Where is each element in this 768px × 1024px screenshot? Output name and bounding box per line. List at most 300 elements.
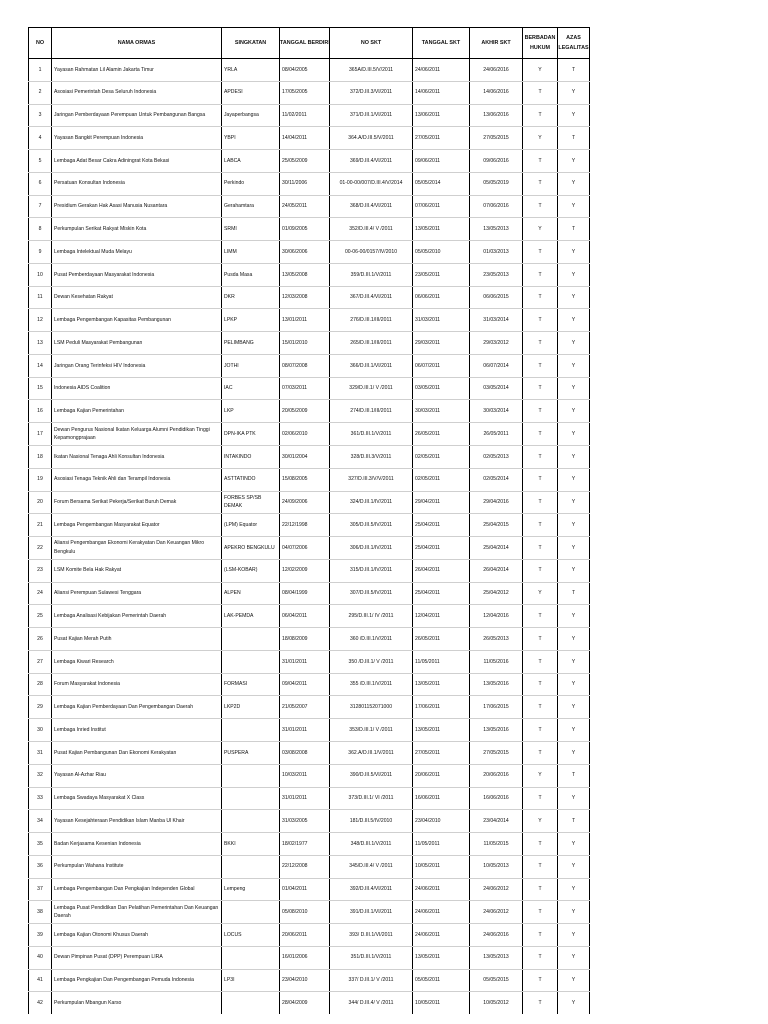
cell-tanggal-berdiri: 08/07/2008: [280, 354, 330, 377]
cell-no-skt: 367/D.III.4/VI/2011: [330, 286, 413, 309]
cell-azas-legalitas: Y: [558, 400, 590, 423]
cell-azas-legalitas: Y: [558, 263, 590, 286]
cell-tanggal-berdiri: 15/01/2010: [280, 332, 330, 355]
cell-tanggal-berdiri: 31/01/2011: [280, 787, 330, 810]
cell-akhir-skt: 01/03/2013: [470, 241, 523, 264]
cell-nama-ormas: Persatuan Konsultan Indonesia: [52, 172, 222, 195]
cell-tanggal-skt: 26/05/2011: [413, 628, 470, 651]
cell-tanggal-berdiri: 10/03/2011: [280, 764, 330, 787]
cell-nama-ormas: LSM Komite Bela Hak Rakyat: [52, 559, 222, 582]
cell-nama-ormas: Lembaga Inried Institut: [52, 719, 222, 742]
cell-no: 18: [29, 446, 52, 469]
header-singkatan: [222, 28, 280, 59]
cell-tanggal-skt: 25/04/2011: [413, 582, 470, 605]
cell-no-skt: 274/D.III.1/III/2011: [330, 400, 413, 423]
cell-no-skt: 392/D.III.4/VI/2011: [330, 878, 413, 901]
cell-nama-ormas: Lembaga Pengembangan Masyarakat Equator: [52, 514, 222, 537]
header-berbadan-hukum: [523, 28, 558, 59]
header-tanggal-skt: [413, 28, 470, 59]
table-row: [29, 81, 590, 104]
cell-akhir-skt: 12/04/2016: [470, 605, 523, 628]
cell-tanggal-skt: 16/06/2011: [413, 787, 470, 810]
cell-no-skt: 265/D.III.1/III/2011: [330, 332, 413, 355]
cell-tanggal-skt: 26/05/2011: [413, 423, 470, 446]
cell-nama-ormas: Lembaga Kajian Pemberdayaan Dan Pengembangan Daerah: [52, 696, 222, 719]
cell-no: 13: [29, 332, 52, 355]
cell-berbadan-hukum: T: [523, 81, 558, 104]
cell-singkatan: LPKP: [222, 309, 280, 332]
cell-azas-legalitas: T: [558, 218, 590, 241]
cell-tanggal-berdiri: 15/08/2005: [280, 468, 330, 491]
cell-no: 22: [29, 537, 52, 560]
cell-no-skt: 307/D.III.5/IV/2011: [330, 582, 413, 605]
cell-azas-legalitas: Y: [558, 878, 590, 901]
cell-akhir-skt: 13/05/2016: [470, 673, 523, 696]
cell-tanggal-skt: 11/05/2011: [413, 833, 470, 856]
cell-azas-legalitas: Y: [558, 172, 590, 195]
ormas-table: [28, 27, 590, 1014]
cell-berbadan-hukum: T: [523, 741, 558, 764]
cell-berbadan-hukum: T: [523, 787, 558, 810]
cell-no-skt: 359/D.III.1/V/2011: [330, 263, 413, 286]
cell-akhir-skt: 31/03/2014: [470, 309, 523, 332]
cell-tanggal-skt: 11/05/2011: [413, 650, 470, 673]
cell-tanggal-skt: 06/07/2011: [413, 354, 470, 377]
cell-berbadan-hukum: Y: [523, 764, 558, 787]
cell-singkatan: ALPEN: [222, 582, 280, 605]
cell-no: 21: [29, 514, 52, 537]
cell-akhir-skt: 16/06/2016: [470, 787, 523, 810]
header-tanggal-skt-label: TANGGAL SKT: [421, 40, 461, 46]
cell-no-skt: 327/D.III.3/V/V/2011: [330, 468, 413, 491]
cell-singkatan: INTAKINDO: [222, 446, 280, 469]
cell-singkatan: Perkindo: [222, 172, 280, 195]
cell-no-skt: 351/D.III.1/V/2011: [330, 946, 413, 969]
cell-tanggal-skt: 27/05/2011: [413, 741, 470, 764]
cell-no-skt: 295/D.III.1/ IV /2011: [330, 605, 413, 628]
cell-singkatan: APDESI: [222, 81, 280, 104]
cell-no: 36: [29, 855, 52, 878]
ormas-spreadsheet: [28, 27, 589, 1014]
table-row: [29, 514, 590, 537]
cell-nama-ormas: Pusat Kajian Pembangunan Dan Ekonomi Kerakyatan: [52, 741, 222, 764]
cell-berbadan-hukum: T: [523, 514, 558, 537]
cell-akhir-skt: 26/05/2013: [470, 628, 523, 651]
cell-no: 27: [29, 650, 52, 673]
cell-no: 29: [29, 696, 52, 719]
cell-akhir-skt: 02/05/2013: [470, 446, 523, 469]
cell-tanggal-skt: 07/06/2011: [413, 195, 470, 218]
table-row: [29, 992, 590, 1014]
cell-singkatan: [222, 901, 280, 924]
cell-berbadan-hukum: T: [523, 263, 558, 286]
cell-azas-legalitas: Y: [558, 741, 590, 764]
table-row: [29, 628, 590, 651]
cell-azas-legalitas: Y: [558, 719, 590, 742]
cell-no: 17: [29, 423, 52, 446]
table-row: [29, 195, 590, 218]
cell-azas-legalitas: Y: [558, 696, 590, 719]
cell-tanggal-berdiri: 24/05/2011: [280, 195, 330, 218]
header-azas-legalitas-label: AZAS: [566, 35, 581, 41]
cell-berbadan-hukum: T: [523, 195, 558, 218]
table-row: [29, 491, 590, 514]
cell-azas-legalitas: Y: [558, 423, 590, 446]
cell-no-skt: 350 /D.III.1/ V /2011: [330, 650, 413, 673]
table-body: [29, 59, 590, 1015]
table-row: [29, 446, 590, 469]
cell-azas-legalitas: Y: [558, 992, 590, 1014]
cell-no: 34: [29, 810, 52, 833]
cell-no: 6: [29, 172, 52, 195]
table-row: [29, 719, 590, 742]
cell-azas-legalitas: T: [558, 59, 590, 82]
cell-nama-ormas: Aliansi Pengembangan Ekonomi Kerakyatan Dan Keuangan Mikro Bengkulu: [52, 537, 222, 560]
cell-azas-legalitas: Y: [558, 605, 590, 628]
cell-no: 31: [29, 741, 52, 764]
cell-azas-legalitas: Y: [558, 901, 590, 924]
cell-azas-legalitas: Y: [558, 241, 590, 264]
cell-berbadan-hukum: Y: [523, 127, 558, 150]
table-row: [29, 263, 590, 286]
cell-no-skt: 368/D.III.4/VI/2011: [330, 195, 413, 218]
cell-tanggal-skt: 25/04/2011: [413, 514, 470, 537]
cell-tanggal-skt: 14/06/2011: [413, 81, 470, 104]
table-row: [29, 377, 590, 400]
cell-azas-legalitas: Y: [558, 514, 590, 537]
cell-akhir-skt: 26/04/2014: [470, 559, 523, 582]
cell-azas-legalitas: Y: [558, 833, 590, 856]
cell-akhir-skt: 13/05/2013: [470, 218, 523, 241]
cell-azas-legalitas: Y: [558, 559, 590, 582]
cell-berbadan-hukum: T: [523, 286, 558, 309]
cell-tanggal-skt: 03/05/2011: [413, 377, 470, 400]
cell-no: 26: [29, 628, 52, 651]
cell-akhir-skt: 03/05/2014: [470, 377, 523, 400]
cell-nama-ormas: Badan Kerjasama Kesenian Indonesia: [52, 833, 222, 856]
cell-no: 38: [29, 901, 52, 924]
cell-tanggal-skt: 06/06/2011: [413, 286, 470, 309]
cell-no: 23: [29, 559, 52, 582]
cell-tanggal-berdiri: 14/04/2011: [280, 127, 330, 150]
cell-tanggal-berdiri: 31/01/2011: [280, 719, 330, 742]
cell-nama-ormas: Yayasan Kesejahteraan Pendidikan Islam Manba Ul Khair: [52, 810, 222, 833]
cell-berbadan-hukum: T: [523, 878, 558, 901]
cell-nama-ormas: Lembaga Pusat Pendidikan Dan Pelatihan Pemerintahan Dan Keuangan Daerah: [52, 901, 222, 924]
cell-no: 33: [29, 787, 52, 810]
cell-azas-legalitas: Y: [558, 332, 590, 355]
cell-no: 7: [29, 195, 52, 218]
cell-nama-ormas: Asosiasi Pemerintah Desa Seluruh Indonesia: [52, 81, 222, 104]
cell-no-skt: 345/D.III.4/ V /2011: [330, 855, 413, 878]
cell-no-skt: 366/D.III.1/VI/2011: [330, 354, 413, 377]
cell-akhir-skt: 29/04/2016: [470, 491, 523, 514]
cell-singkatan: ASTTATINDO: [222, 468, 280, 491]
cell-no-skt: 344/ D.III.4/ V /2011: [330, 992, 413, 1014]
cell-nama-ormas: Indonesia AIDS Coalition: [52, 377, 222, 400]
cell-no-skt: 364.A/D.III.5/V/2011: [330, 127, 413, 150]
header-tanggal-berdiri-label: TANGGAL BERDIRI: [280, 40, 330, 46]
cell-no-skt: 305/D.III.5/IV/2011: [330, 514, 413, 537]
cell-nama-ormas: Lembaga Analisasi Kebijakan Pemerintah Daerah: [52, 605, 222, 628]
cell-tanggal-berdiri: 20/05/2009: [280, 400, 330, 423]
cell-no-skt: 353/D.III.1/ V /2011: [330, 719, 413, 742]
cell-akhir-skt: 23/05/2013: [470, 263, 523, 286]
cell-tanggal-berdiri: 30/11/2006: [280, 172, 330, 195]
cell-azas-legalitas: Y: [558, 150, 590, 173]
cell-berbadan-hukum: T: [523, 833, 558, 856]
cell-no-skt: 01-00-00/007/D.III.4/V/2014: [330, 172, 413, 195]
cell-no: 28: [29, 673, 52, 696]
cell-no-skt: 373/D.III.1/ VI /2011: [330, 787, 413, 810]
cell-tanggal-skt: 02/05/2011: [413, 446, 470, 469]
cell-singkatan: Jayaperbangsa: [222, 104, 280, 127]
table-row: [29, 582, 590, 605]
table-row: [29, 764, 590, 787]
cell-berbadan-hukum: T: [523, 992, 558, 1014]
table-row: [29, 150, 590, 173]
cell-tanggal-skt: 25/04/2011: [413, 537, 470, 560]
cell-singkatan: DPN-IKA PTK: [222, 423, 280, 446]
cell-tanggal-berdiri: 09/04/2011: [280, 673, 330, 696]
cell-tanggal-berdiri: 12/02/2009: [280, 559, 330, 582]
table-row: [29, 537, 590, 560]
cell-tanggal-skt: 27/05/2011: [413, 127, 470, 150]
cell-no-skt: 328/D.III.3/V/2011: [330, 446, 413, 469]
header-tanggal-berdiri: [280, 28, 330, 59]
cell-tanggal-berdiri: 21/05/2007: [280, 696, 330, 719]
cell-nama-ormas: Lembaga Kiwari Research: [52, 650, 222, 673]
cell-no-skt: 360 /D.III.1/V/2011: [330, 628, 413, 651]
cell-azas-legalitas: T: [558, 127, 590, 150]
cell-tanggal-skt: 23/05/2011: [413, 263, 470, 286]
cell-berbadan-hukum: T: [523, 605, 558, 628]
cell-nama-ormas: LSM Peduli Masyarakat Pembangunan: [52, 332, 222, 355]
cell-tanggal-berdiri: 23/04/2010: [280, 969, 330, 992]
cell-akhir-skt: 24/06/2012: [470, 901, 523, 924]
cell-berbadan-hukum: Y: [523, 810, 558, 833]
cell-azas-legalitas: Y: [558, 377, 590, 400]
cell-berbadan-hukum: T: [523, 719, 558, 742]
cell-tanggal-skt: 24/06/2011: [413, 878, 470, 901]
cell-azas-legalitas: Y: [558, 946, 590, 969]
cell-tanggal-berdiri: 16/01/2006: [280, 946, 330, 969]
cell-berbadan-hukum: T: [523, 650, 558, 673]
cell-berbadan-hukum: T: [523, 446, 558, 469]
table-row: [29, 878, 590, 901]
cell-akhir-skt: 30/03/2014: [470, 400, 523, 423]
cell-azas-legalitas: Y: [558, 81, 590, 104]
cell-tanggal-berdiri: 11/02/2011: [280, 104, 330, 127]
table-row: [29, 127, 590, 150]
cell-no: 1: [29, 59, 52, 82]
table-row: [29, 354, 590, 377]
cell-nama-ormas: Yayasan Rahmatan Lil Alamin Jakarta Timur: [52, 59, 222, 82]
cell-tanggal-skt: 13/06/2011: [413, 104, 470, 127]
cell-tanggal-berdiri: 22/12/2008: [280, 855, 330, 878]
cell-nama-ormas: Lembaga Adat Besar Cakra Adiningrat Kota Bekasi: [52, 150, 222, 173]
cell-no: 24: [29, 582, 52, 605]
cell-nama-ormas: Jaringan Orang Terinfeksi HIV Indonesia: [52, 354, 222, 377]
header-no: [29, 28, 52, 59]
cell-azas-legalitas: Y: [558, 491, 590, 514]
cell-azas-legalitas: Y: [558, 354, 590, 377]
table-row: [29, 810, 590, 833]
cell-singkatan: APEKRO BENGKULU: [222, 537, 280, 560]
table-row: [29, 946, 590, 969]
cell-akhir-skt: 07/06/2016: [470, 195, 523, 218]
cell-singkatan: [222, 764, 280, 787]
cell-no-skt: 365A/D.III.5/V/2011: [330, 59, 413, 82]
cell-no-skt: 361/D.III.1/V/2011: [330, 423, 413, 446]
cell-berbadan-hukum: T: [523, 309, 558, 332]
cell-singkatan: PELIMBANG: [222, 332, 280, 355]
table-row: [29, 787, 590, 810]
cell-no-skt: 362.A/D.III.1/V/2011: [330, 741, 413, 764]
cell-tanggal-skt: 29/04/2011: [413, 491, 470, 514]
cell-singkatan: [222, 810, 280, 833]
cell-no-skt: 312801152071000: [330, 696, 413, 719]
cell-akhir-skt: 24/06/2016: [470, 59, 523, 82]
table-row: [29, 309, 590, 332]
cell-azas-legalitas: Y: [558, 673, 590, 696]
cell-no: 15: [29, 377, 52, 400]
cell-no: 9: [29, 241, 52, 264]
cell-akhir-skt: 10/05/2012: [470, 992, 523, 1014]
cell-tanggal-skt: 05/05/2014: [413, 172, 470, 195]
cell-no-skt: 352/D.III.4/ V /2011: [330, 218, 413, 241]
header-singkatan-label: SINGKATAN: [234, 40, 267, 46]
cell-berbadan-hukum: T: [523, 924, 558, 947]
cell-azas-legalitas: Y: [558, 924, 590, 947]
cell-no: 40: [29, 946, 52, 969]
header-azas-legalitas: [558, 28, 590, 59]
cell-azas-legalitas: Y: [558, 286, 590, 309]
cell-singkatan: PUSPERA: [222, 741, 280, 764]
header-nama-ormas: [52, 28, 222, 59]
cell-berbadan-hukum: Y: [523, 218, 558, 241]
table-row: [29, 241, 590, 264]
cell-akhir-skt: 24/06/2012: [470, 878, 523, 901]
cell-no-skt: 371/D.III.1/VI/2011: [330, 104, 413, 127]
cell-tanggal-berdiri: 22/12/1998: [280, 514, 330, 537]
cell-nama-ormas: Perkumpulan Serikat Rakyat Miskin Kota: [52, 218, 222, 241]
cell-akhir-skt: 25/04/2015: [470, 514, 523, 537]
cell-singkatan: [222, 787, 280, 810]
cell-tanggal-berdiri: 30/01/2004: [280, 446, 330, 469]
cell-singkatan: (LSM-KOBAR): [222, 559, 280, 582]
cell-tanggal-skt: 23/04/2010: [413, 810, 470, 833]
cell-tanggal-berdiri: 13/05/2008: [280, 263, 330, 286]
cell-tanggal-berdiri: 24/09/2006: [280, 491, 330, 514]
cell-no: 37: [29, 878, 52, 901]
cell-singkatan: Gerahamtara: [222, 195, 280, 218]
cell-tanggal-skt: 24/06/2011: [413, 901, 470, 924]
cell-nama-ormas: Forum Bersama Serikat Pekerja/Serikat Buruh Demak: [52, 491, 222, 514]
cell-berbadan-hukum: T: [523, 400, 558, 423]
table-row: [29, 468, 590, 491]
cell-azas-legalitas: Y: [558, 787, 590, 810]
cell-berbadan-hukum: T: [523, 377, 558, 400]
cell-tanggal-berdiri: 01/04/2011: [280, 878, 330, 901]
cell-nama-ormas: Presidium Gerakan Hak Asasi Manusia Nusantara: [52, 195, 222, 218]
cell-akhir-skt: 25/04/2014: [470, 537, 523, 560]
cell-no: 30: [29, 719, 52, 742]
cell-nama-ormas: Lembaga Pengembangan Dan Pengkajian Independen Global: [52, 878, 222, 901]
cell-azas-legalitas: Y: [558, 446, 590, 469]
cell-berbadan-hukum: T: [523, 946, 558, 969]
cell-singkatan: [222, 628, 280, 651]
cell-tanggal-skt: 17/06/2011: [413, 696, 470, 719]
cell-no: 5: [29, 150, 52, 173]
cell-akhir-skt: 20/06/2016: [470, 764, 523, 787]
cell-akhir-skt: 05/05/2015: [470, 969, 523, 992]
cell-tanggal-berdiri: 18/08/2009: [280, 628, 330, 651]
header-no-label: NO: [35, 40, 45, 46]
cell-nama-ormas: Dewan Pimpinan Pusat (DPP) Perempuan LIRA: [52, 946, 222, 969]
cell-azas-legalitas: Y: [558, 104, 590, 127]
cell-singkatan: [222, 855, 280, 878]
cell-no-skt: 324/D.III.1/IV/2011: [330, 491, 413, 514]
cell-no-skt: 390/D.III.5/VI/2011: [330, 764, 413, 787]
cell-berbadan-hukum: T: [523, 673, 558, 696]
cell-tanggal-berdiri: 25/05/2009: [280, 150, 330, 173]
cell-akhir-skt: 05/05/2019: [470, 172, 523, 195]
cell-azas-legalitas: Y: [558, 309, 590, 332]
cell-nama-ormas: Yayasan Al-Azhar Riau: [52, 764, 222, 787]
cell-azas-legalitas: Y: [558, 537, 590, 560]
cell-akhir-skt: 14/06/2016: [470, 81, 523, 104]
cell-singkatan: SRMI: [222, 218, 280, 241]
cell-tanggal-skt: 10/05/2011: [413, 992, 470, 1014]
cell-tanggal-berdiri: 08/04/2005: [280, 59, 330, 82]
cell-tanggal-berdiri: 12/03/2008: [280, 286, 330, 309]
cell-no: 42: [29, 992, 52, 1014]
cell-no-skt: 00-06-00/0157/IV/2010: [330, 241, 413, 264]
cell-nama-ormas: Pusat Kajian Merah Putih: [52, 628, 222, 651]
cell-berbadan-hukum: T: [523, 423, 558, 446]
cell-akhir-skt: 24/06/2016: [470, 924, 523, 947]
cell-azas-legalitas: T: [558, 810, 590, 833]
cell-tanggal-skt: 05/05/2010: [413, 241, 470, 264]
cell-no: 2: [29, 81, 52, 104]
table-row: [29, 673, 590, 696]
cell-no: 11: [29, 286, 52, 309]
cell-no-skt: 315/D.III.1/IV/2011: [330, 559, 413, 582]
cell-tanggal-berdiri: 07/03/2011: [280, 377, 330, 400]
cell-no: 4: [29, 127, 52, 150]
cell-singkatan: DKR: [222, 286, 280, 309]
cell-no: 10: [29, 263, 52, 286]
cell-azas-legalitas: Y: [558, 650, 590, 673]
cell-tanggal-skt: 09/06/2011: [413, 150, 470, 173]
cell-tanggal-skt: 24/06/2011: [413, 924, 470, 947]
cell-singkatan: YRLA: [222, 59, 280, 82]
cell-tanggal-berdiri: 08/04/1999: [280, 582, 330, 605]
cell-tanggal-berdiri: 31/03/2005: [280, 810, 330, 833]
cell-berbadan-hukum: T: [523, 354, 558, 377]
cell-singkatan: [222, 650, 280, 673]
cell-tanggal-berdiri: 06/04/2011: [280, 605, 330, 628]
cell-azas-legalitas: T: [558, 582, 590, 605]
cell-berbadan-hukum: T: [523, 537, 558, 560]
cell-no-skt: 276/D.III.1/III/2011: [330, 309, 413, 332]
table-row: [29, 559, 590, 582]
cell-nama-ormas: Pusat Pemberdayaan Masyarakat Indonesia: [52, 263, 222, 286]
cell-singkatan: LIMM: [222, 241, 280, 264]
cell-nama-ormas: Dewan Pengurus Nasional Ikatan Keluarga Alumni Pendidikan Tinggi Kepamongprajaan: [52, 423, 222, 446]
cell-nama-ormas: Dewan Kesehatan Rakyat: [52, 286, 222, 309]
